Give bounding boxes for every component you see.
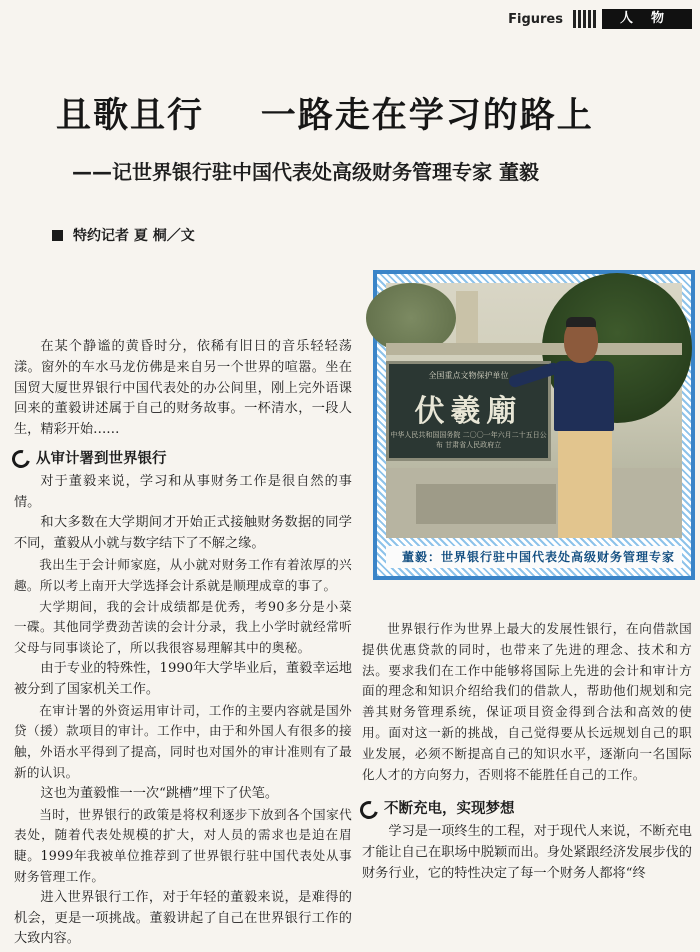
right-column bbox=[362, 619, 692, 885]
body-paragraph: 学习是一项终生的工程，对于现代人来说，不断充电才能让自己在职场中脱颖而出。身处紧跟经济发展步伐的财务行业，它的特性决定了每一个财务人都将“终 bbox=[362, 824, 692, 881]
stone-base-panel bbox=[416, 484, 556, 524]
quote-paragraph: 世界银行作为世界上最大的发展性银行，在向借款国提供优惠贷款的同时，也带来了先进的理念、技术和方法。要求我们在工作中能够将国际上先进的会计和审计方面的理念和知识介绍给我们的借款人，帮助他们规划和完善其财务管理系统，保证项目资金得到合法和高效的使用。面对这一新的挑战，自己觉得要从长远规划自己的职业发展，必须不断提高自己的知识水平，逐渐向一名国际化人才的方向努力，否则将不能胜任自己的工作。 bbox=[362, 621, 692, 782]
section-heading-text: 不断充电，实现梦想 bbox=[384, 801, 515, 818]
article-subtitle: ——记世界银行驻中国代表处高级财务管理专家 董毅 bbox=[72, 160, 539, 184]
section-swirl-icon bbox=[9, 447, 34, 472]
page-header bbox=[508, 8, 692, 30]
quote-paragraph: 当时，世界银行的政策是将权利逐步下放到各个国家代表处，随着代表处规模的扩大，对人员的需求也是迫在眉睫。1999年我被单位推荐到了世界银行驻中国代表处从事财务管理工作。 bbox=[14, 806, 352, 884]
body-paragraph: 进入世界银行工作，对于年轻的董毅来说，是难得的机会，更是一项挑战。董毅讲起了自己在世界银行工作的大致内容。 bbox=[14, 889, 352, 947]
header-bars-decoration bbox=[573, 10, 596, 28]
pillar-shape bbox=[456, 291, 478, 351]
left-column bbox=[14, 337, 352, 947]
article-title: 且歌且行 一路走在学习的路上 bbox=[56, 96, 594, 136]
body-paragraph: 对于董毅来说，学习和从事财务工作是很自然的事情。 bbox=[14, 473, 352, 510]
header-figures-label: Figures bbox=[508, 11, 563, 27]
person-trousers bbox=[558, 431, 612, 538]
section-swirl-icon bbox=[357, 797, 382, 822]
quote-paragraph: 在审计署的外资运用审计司，工作的主要内容就是国外贷（援）款项目的审计。工作中，由于和外国人有很多的接触，外语水平得到了提高，同时也对国外的审计准则有了最新的认识。 bbox=[14, 702, 352, 780]
body-paragraph: 由于专业的特殊性，1990年大学毕业后，董毅幸运地被分到了国家机关工作。 bbox=[14, 660, 352, 697]
person-shirt bbox=[554, 361, 614, 431]
stele-top-text: 全国重点文物保护单位 bbox=[428, 371, 509, 380]
railing-shape bbox=[386, 343, 682, 355]
quote-paragraph: 大学期间，我的会计成绩都是优秀，考90多分是小菜一碟。其他同学费劲苦读的会计分录，我上小学时就经常听父母与同事谈论了，所以我很容易理解其中的奥秘。 bbox=[14, 598, 352, 656]
intro-paragraph: 在某个静谧的黄昏时分，依稀有旧日的音乐轻轻荡漾。窗外的车水马龙仿佛是来自另一个世界的喧嚣。坐在国贸大厦世界银行中国代表处的办公间里，刚上完外语课回来的董毅讲述属于自己的财务故事。一杯清水，一段人生，精彩开始…… bbox=[14, 339, 352, 438]
photo-frame bbox=[373, 270, 695, 580]
header-section-label: 人物 bbox=[602, 9, 692, 29]
body-paragraph: 和大多数在大学期间才开始正式接触财务数据的同学不同，董毅从小就与数字结下了不解之缘。 bbox=[14, 515, 352, 552]
section-heading bbox=[12, 449, 352, 470]
byline-text: 特约记者 夏 桐／文 bbox=[73, 228, 195, 244]
byline-square-icon bbox=[52, 230, 63, 241]
section-heading-text: 从审计署到世界银行 bbox=[36, 450, 167, 467]
stele-sub-text: 中华人民共和国国务院 二〇〇一年六月二十五日公布 甘肃省人民政府立 bbox=[390, 431, 547, 449]
portrait-photo bbox=[386, 283, 682, 538]
section-heading bbox=[360, 799, 692, 820]
body-paragraph: 这也为董毅惟一一次“跳槽”埋下了伏笔。 bbox=[40, 785, 279, 801]
photo-caption: 董毅：世界银行驻中国代表处高级财务管理专家 bbox=[386, 546, 682, 568]
quote-paragraph: 我出生于会计师家庭，从小就对财务工作有着浓厚的兴趣。所以考上南开大学选择会计系就是顺理成章的事了。 bbox=[14, 556, 352, 593]
stele-main-text: 伏羲廟 bbox=[414, 394, 523, 429]
byline bbox=[52, 225, 195, 245]
person-hair bbox=[566, 317, 596, 327]
